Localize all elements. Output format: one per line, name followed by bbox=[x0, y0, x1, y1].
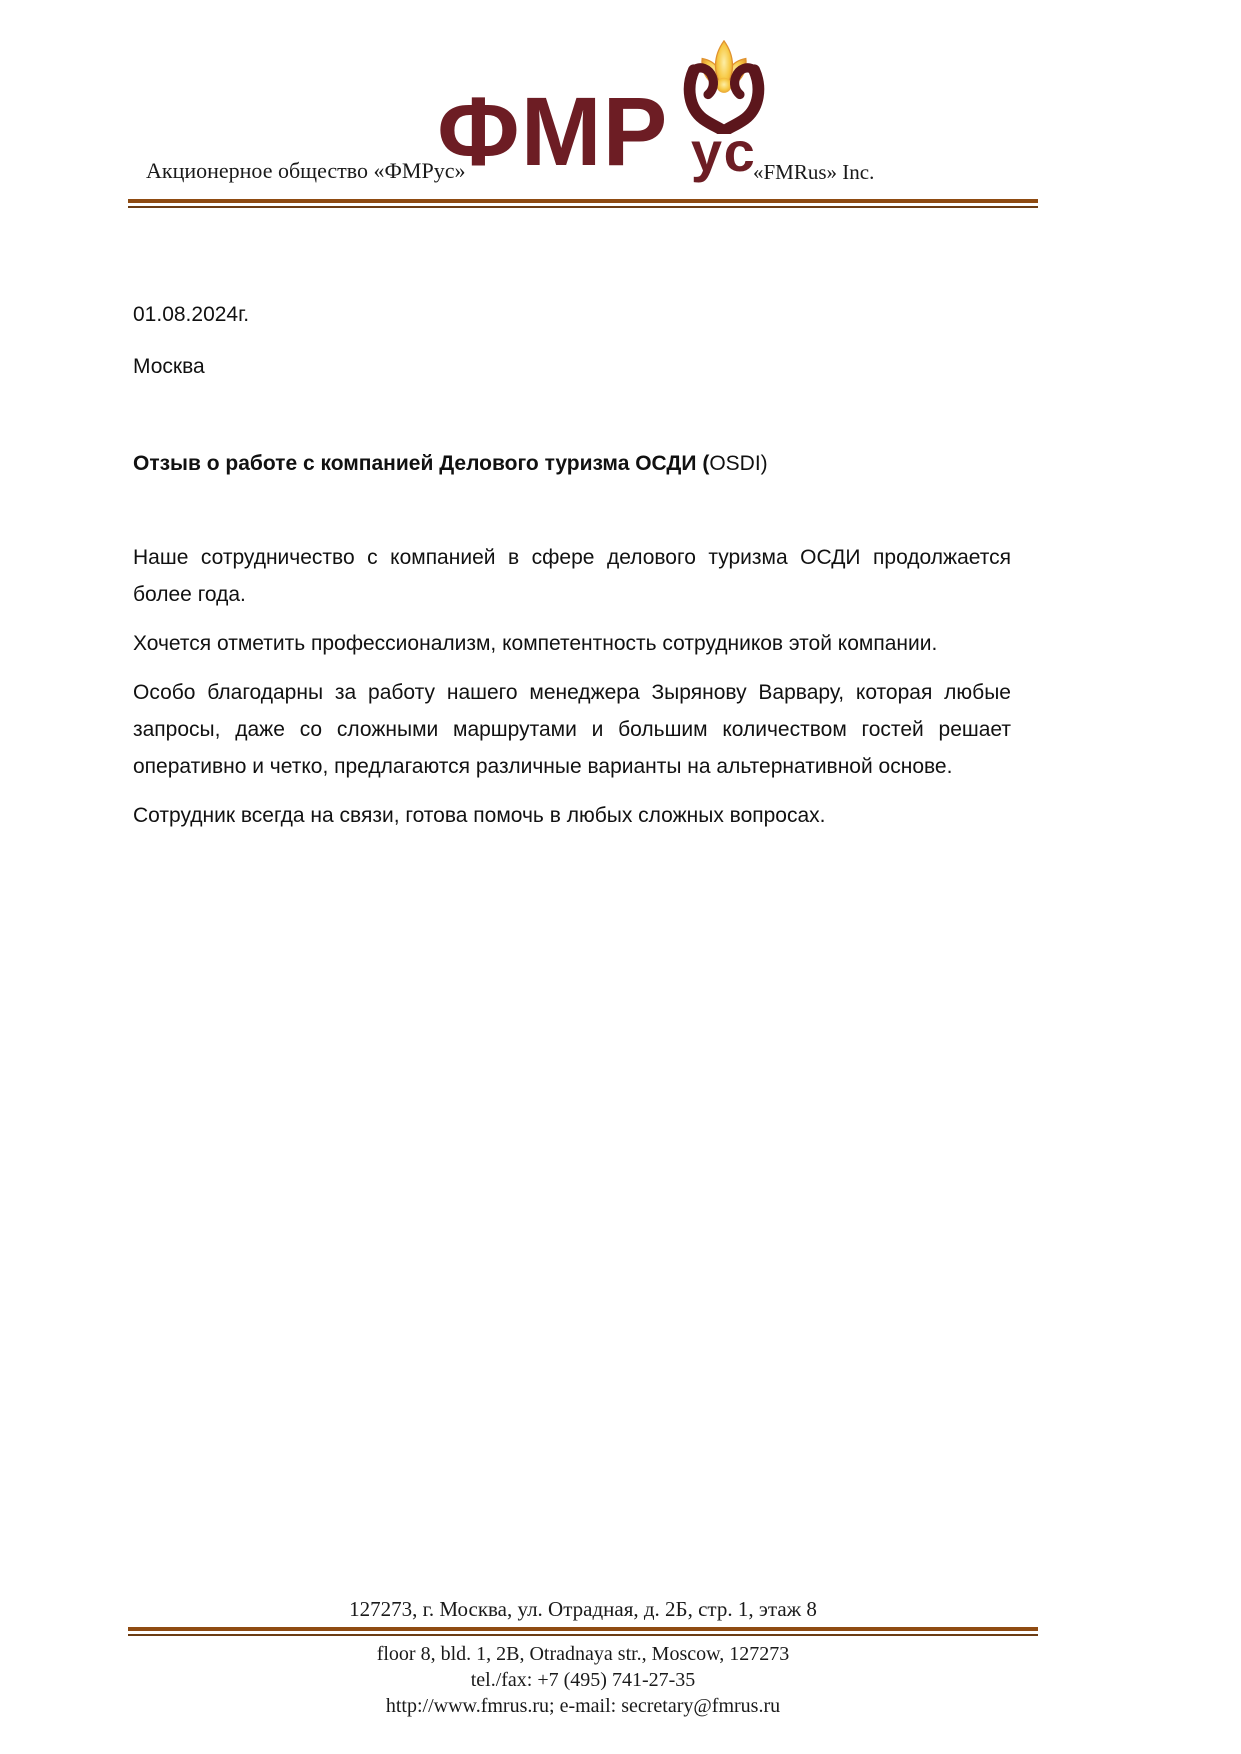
paragraph-1: Наше сотрудничество с компанией в сфере делового туризма ОСДИ продолжается более года. bbox=[133, 546, 1011, 606]
company-name-en: «FMRus» Inc. bbox=[753, 160, 875, 184]
header-divider bbox=[128, 199, 1038, 208]
letter-title-bold: Отзыв о работе с компанией Делового туризма ОСДИ ( bbox=[133, 452, 710, 475]
letter-title bbox=[133, 445, 1011, 482]
letter-title-regular: OSDI) bbox=[709, 452, 768, 475]
footer-contacts bbox=[128, 1641, 1038, 1719]
paragraph-2: Хочется отметить профессионализм, компетентность сотрудников этой компании. bbox=[133, 632, 938, 655]
letter-body bbox=[133, 296, 1011, 846]
footer-telfax: tel./fax: +7 (495) 741-27-35 bbox=[470, 1669, 696, 1691]
footer-web-email: http://www.fmrus.ru; e-mail: secretary@fmrus.ru bbox=[385, 1695, 781, 1717]
paragraph-3: Особо благодарны за работу нашего менеджера Зырянову Варвару, которая любые запросы, даже со сложными маршрутами и большим количеством гостей решает оперативно и четко, предлагаются различные варианты на альтернативной основе. bbox=[133, 681, 1011, 778]
letter-city: Москва bbox=[133, 355, 205, 378]
logo-right-group bbox=[672, 40, 776, 183]
footer-address-ru: 127273, г. Москва, ул. Отрадная, д. 2Б, стр. 1, этаж 8 bbox=[349, 1597, 817, 1621]
footer-address-en: floor 8, bld. 1, 2B, Otradnaya str., Moscow, 127273 bbox=[376, 1643, 790, 1665]
logo-wordmark-main: ФМР bbox=[437, 77, 669, 186]
paragraph-4: Сотрудник всегда на связи, готова помочь в любых сложных вопросах. bbox=[133, 804, 826, 827]
footer-divider bbox=[128, 1627, 1038, 1636]
logo-wordmark-suffix: ус bbox=[690, 120, 758, 183]
letter-date: 01.08.2024г. bbox=[133, 303, 250, 326]
company-logo bbox=[437, 40, 776, 186]
company-name-ru: Акционерное общество «ФМРус» bbox=[146, 158, 466, 183]
